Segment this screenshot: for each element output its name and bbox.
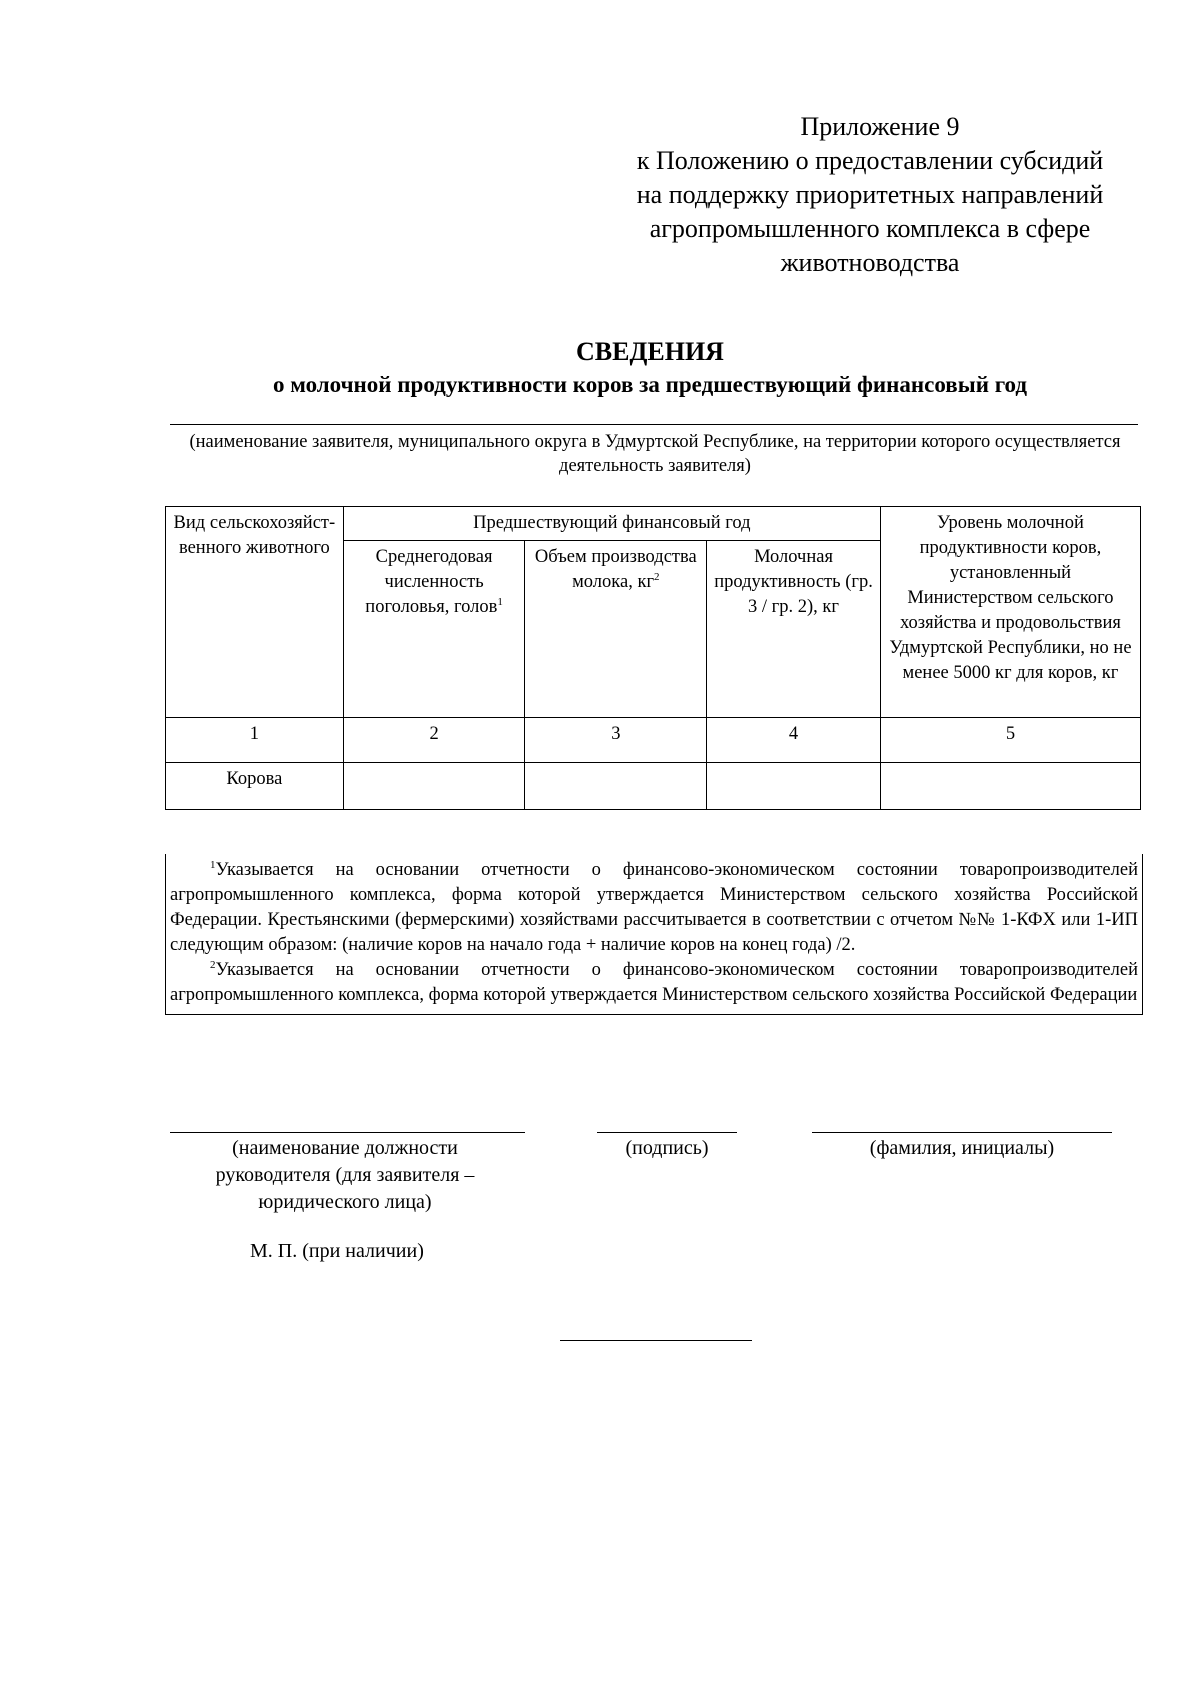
footnotes-box (165, 854, 1143, 1015)
column-number: 4 (707, 718, 881, 763)
header-productivity-level: Уровень молочной продуктивности коров, установленный Министерством сельского хозяйства и продовольствия Удмуртской Республики, но не менее 5000 кг для коров, кг (880, 507, 1140, 718)
column-number: 5 (880, 718, 1140, 763)
position-caption: (наименование должности руководителя (для заявителя – юридического лица) (215, 1137, 475, 1213)
annex-line: агропромышленного комплекса в сфере (649, 214, 1091, 243)
annex-number: Приложение 9 (800, 112, 960, 141)
header-animal-type: Вид сельскохозяйст-венного животного (166, 507, 344, 718)
header-previous-year: Предшествующий финансовый год (343, 507, 880, 541)
end-separator (560, 1340, 752, 1341)
cell-milk-volume[interactable] (525, 763, 707, 810)
footnote-2: $^2$Указывается на основании отчетности о финансово-экономическом состоянии товаропроизводителей агропромышленного комплекса, форма которой утверждается Министерством сельского хозяйства Российской Федерации (170, 958, 1138, 1005)
annex-line: на поддержку приоритетных направлений (636, 180, 1104, 209)
footnote-1: $^1$Указывается на основании отчетности о финансово-экономическом состоянии товаропроизводителей агропромышленного комплекса, форма которой утверждается Министерством сельского хозяйства Российской Федерации. Крестьянскими (фермерскими) хозяйствами рассчитывается в соответствии с отчетом №№ 1-КФХ или 1-ИП следующим образом: (наличие коров на начало года + наличие коров на конец года) /2. (170, 858, 1138, 955)
cell-productivity-level[interactable] (880, 763, 1140, 810)
footnote-ref-1: 1 (497, 595, 503, 608)
applicant-name-line[interactable] (170, 424, 1138, 425)
cell-avg-headcount[interactable] (343, 763, 525, 810)
signature-line[interactable] (597, 1132, 737, 1133)
header-milk-productivity: Молочная продуктивность (гр. 3 / гр. 2), кг (707, 541, 881, 718)
table-header-row (166, 507, 1141, 541)
position-line[interactable] (170, 1132, 525, 1133)
column-number: 1 (166, 718, 344, 763)
column-number: 3 (525, 718, 707, 763)
document-title: СВЕДЕНИЯ (576, 337, 724, 366)
column-number: 2 (343, 718, 525, 763)
stamp-place: М. П. (при наличии) (250, 1240, 424, 1262)
name-line[interactable] (812, 1132, 1112, 1133)
footnote-ref-2: 2 (654, 570, 660, 583)
annex-line: животноводства (780, 248, 960, 277)
applicant-caption: (наименование заявителя, муниципального округа в Удмуртской Республике, на территории которого осуществляется деятельность заявителя) (189, 432, 1121, 476)
annex-header (600, 110, 1140, 280)
footnote-1-marker: 1 (210, 858, 216, 871)
productivity-table (165, 506, 1141, 810)
row-label-cow: Корова (166, 763, 344, 810)
header-avg-headcount: Среднегодовая численность поголовья, голов$^1$ (343, 541, 525, 718)
cell-milk-productivity[interactable] (707, 763, 881, 810)
table-row (166, 763, 1141, 810)
document-subtitle: о молочной продуктивности коров за предшествующий финансовый год (272, 372, 1028, 397)
name-caption: (фамилия, инициалы) (869, 1137, 1055, 1159)
header-milk-volume: Объем производства молока, $кг^2$ (525, 541, 707, 718)
annex-line: к Положению о предоставлении субсидий (636, 146, 1104, 175)
column-numbers-row (166, 718, 1141, 763)
footnote-2-marker: 2 (210, 958, 216, 971)
signature-caption: (подпись) (625, 1137, 709, 1159)
